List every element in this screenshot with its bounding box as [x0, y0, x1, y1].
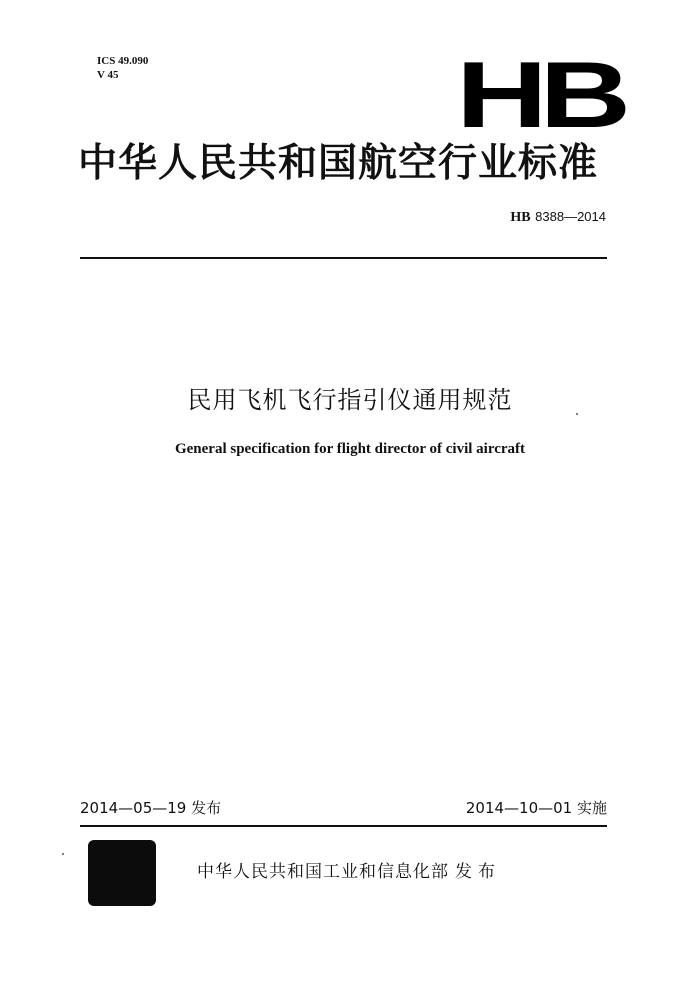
publisher-emblem [88, 840, 156, 906]
document-title-en: General specification for flight director of civil aircraft [174, 441, 526, 457]
issue-date: 2014—05—19 发布 [80, 799, 222, 817]
document-title-cn: 民用飞机飞行指引仪通用规范 [187, 386, 513, 414]
standard-number [420, 209, 606, 226]
standard-number-value: 8388—2014 [535, 209, 606, 224]
ccs-code: V 45 [97, 69, 119, 81]
ics-code: ICS 49.090 [97, 55, 149, 67]
standard-number-prefix: HB [510, 210, 531, 225]
classification-codes [97, 54, 148, 82]
effective-date: 2014—10—01 实施 [465, 799, 607, 817]
hb-logo: HB [456, 42, 624, 147]
publisher-name: 中华人民共和国工业和信息化部 [197, 862, 449, 882]
scan-speck [576, 413, 578, 415]
standard-type-title: 中华人民共和国航空行业标准 [78, 141, 599, 186]
publisher-action: 发布 [455, 862, 501, 882]
top-divider [80, 257, 607, 259]
bottom-divider [80, 825, 607, 827]
scan-speck [62, 853, 64, 855]
